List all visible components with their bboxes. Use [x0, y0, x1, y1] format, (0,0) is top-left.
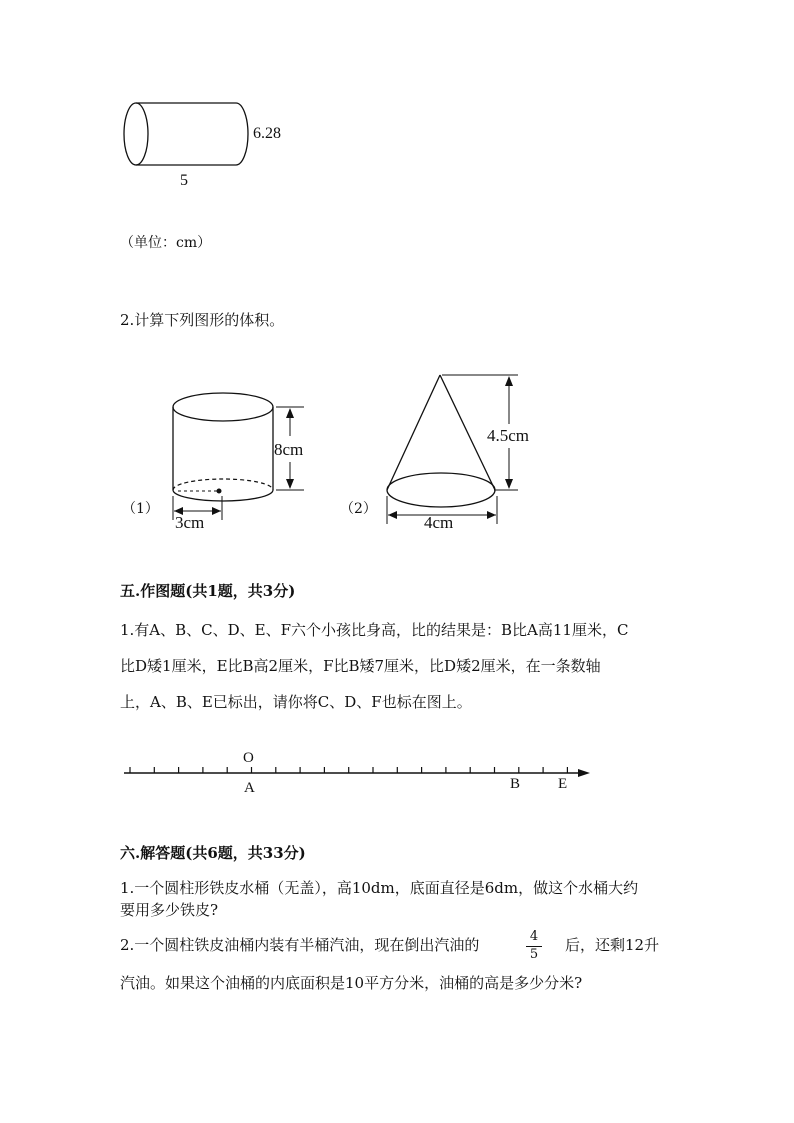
number-line-point-a: A — [244, 780, 255, 796]
section6-q2-line2: 汽油。如果这个油桶的内底面积是10平方分米，油桶的高是多少分米? — [120, 974, 583, 992]
number-line-point-e: E — [558, 776, 568, 792]
fig2-height-label: 4.5cm — [487, 426, 530, 445]
section5-q1-line3: 上，A、B、E已标出，请你将C、D、F也标在图上。 — [120, 693, 472, 711]
number-line-arrowhead — [578, 769, 590, 777]
fig2-diameter-label: 4cm — [424, 513, 454, 532]
section6-q2-part2: 后，还剩12升 — [565, 936, 660, 954]
number-line-point-b: B — [510, 776, 521, 792]
number-line-origin-label: O — [243, 750, 254, 766]
cylinder-length-label: 5 — [180, 172, 188, 189]
q2-title: 2.计算下列图形的体积。 — [120, 311, 285, 329]
fraction-numerator: 4 — [529, 929, 539, 944]
fig1-index: （1） — [122, 501, 159, 517]
section6-q1-line2: 要用多少铁皮? — [120, 901, 219, 919]
section5-q1-line1: 1.有A、B、C、D、E、F六个小孩比身高，比的结果是：B比A高11厘米，C — [120, 621, 629, 639]
fig1-height-label: 8cm — [274, 440, 304, 459]
section6-heading: 六.解答题(共6题，共33分) — [120, 844, 306, 862]
section6-q2-part1: 2.一个圆柱铁皮油桶内装有半桶汽油，现在倒出汽油的 — [120, 936, 480, 954]
number-line-ticks — [130, 767, 567, 773]
section5-heading: 五.作图题(共1题，共3分) — [120, 582, 296, 600]
fraction-denominator: 5 — [529, 947, 539, 962]
cylinder-circumference-label: 6.28 — [253, 125, 281, 142]
section6-q1-line1: 1.一个圆柱形铁皮水桶（无盖），高10dm，底面直径是6dm，做这个水桶大约 — [120, 879, 639, 897]
section5-q1-line2: 比D矮1厘米，E比B高2厘米，F比B矮7厘米，比D矮2厘米，在一条数轴 — [120, 657, 601, 675]
fig1-radius-label: 3cm — [175, 513, 205, 532]
unit-note: （单位：cm） — [120, 235, 212, 251]
fig2-index: （2） — [340, 501, 377, 517]
